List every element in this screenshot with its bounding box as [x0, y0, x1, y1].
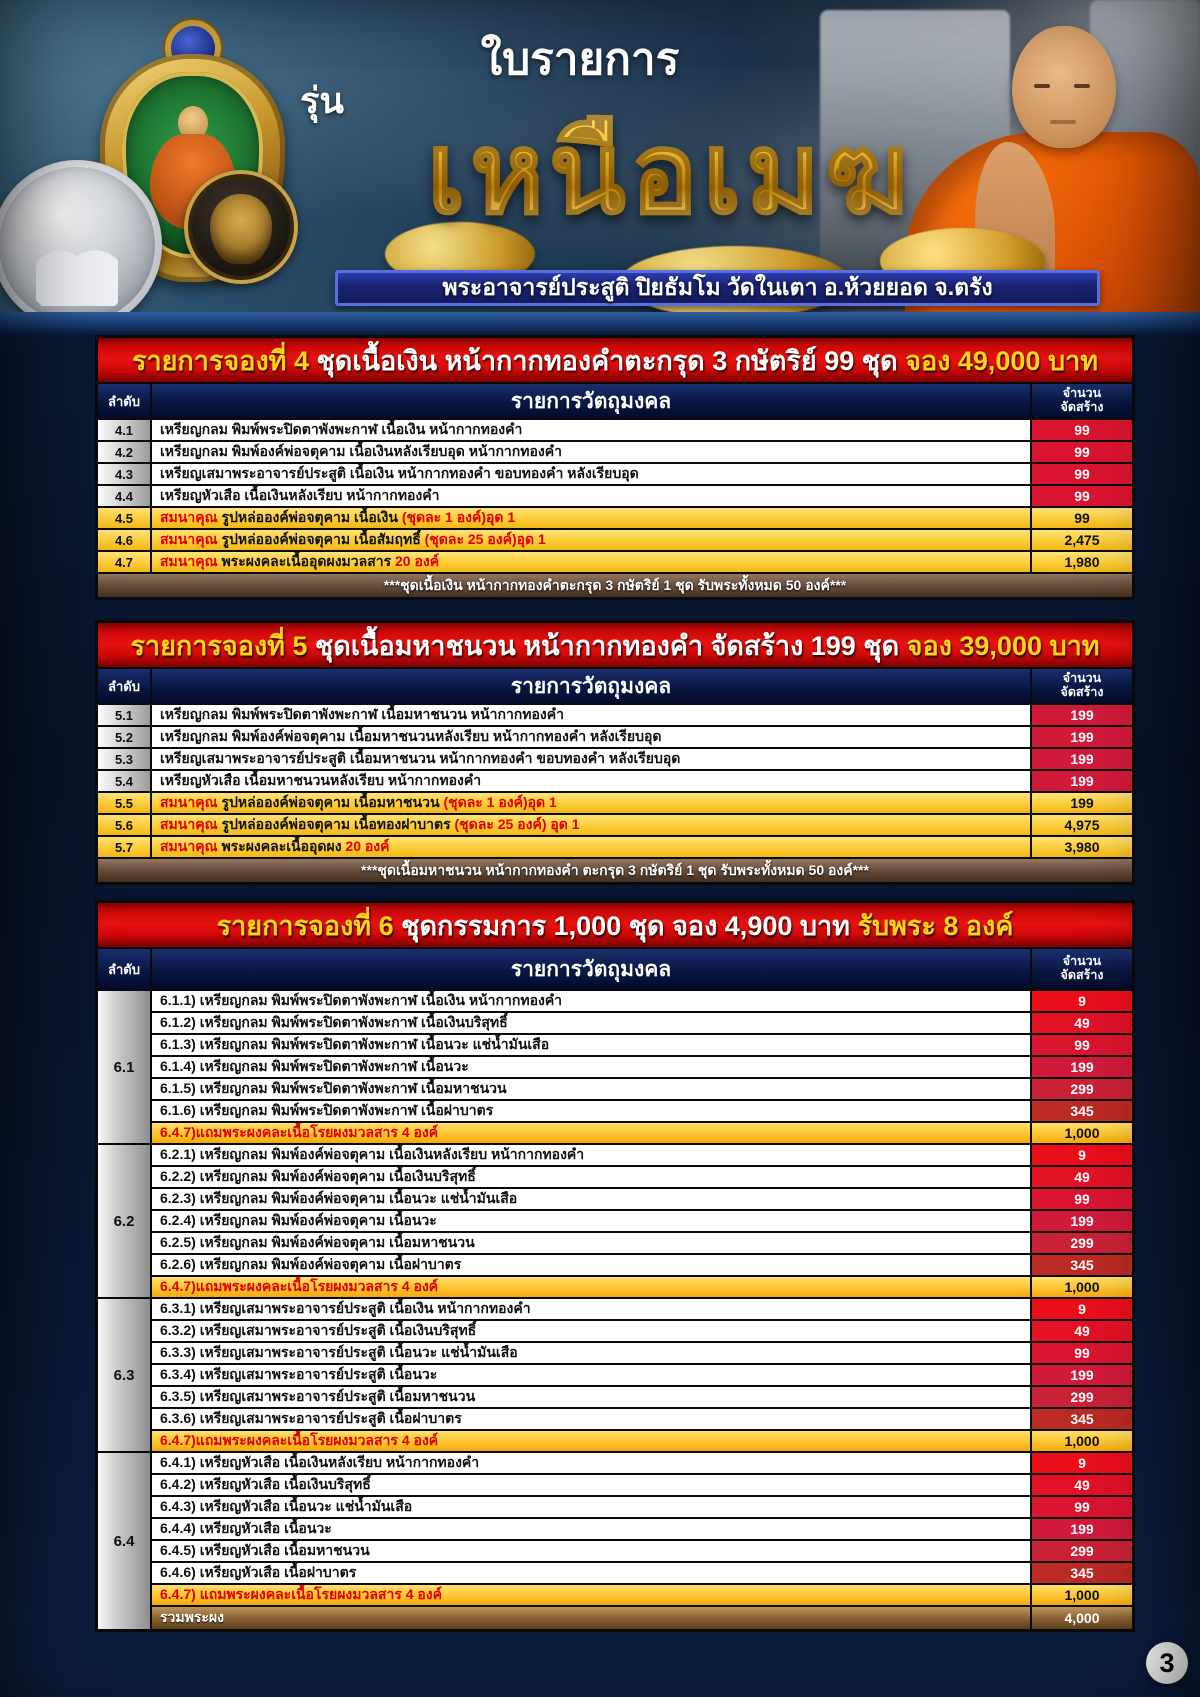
text-segment: 6.2.6) เหรียญกลม พิมพ์องค์พ่อจตุคาม เนื้อฝาบาตร [160, 1256, 462, 1272]
item-cell [152, 771, 1030, 791]
item-cell [152, 486, 1030, 506]
text-segment: สมนาคุณ [160, 509, 222, 525]
monk-name-bar [335, 270, 1100, 306]
table-row [152, 1013, 1132, 1033]
qty-cell: 199 [1032, 727, 1132, 747]
hero-bottom-band [0, 312, 1200, 335]
monk-name-text: พระอาจารย์ประสูติ ปิยธัมโม วัดในเตา อ.ห้วยยอด จ.ตรัง [442, 274, 993, 300]
table-row [98, 464, 1132, 484]
column-header-qty [1032, 669, 1132, 703]
table-row [152, 991, 1132, 1011]
summary-row [152, 1607, 1132, 1629]
item-cell [152, 815, 1030, 835]
bonus-qty-cell: 1,000 [1032, 1431, 1132, 1451]
table-row [98, 837, 1132, 857]
qty-cell: 299 [1032, 1079, 1132, 1099]
row-number-cell: 5.3 [98, 749, 150, 769]
title-segment: ชุดกรรมการ 1,000 ชุด จอง 4,900 บาท [401, 910, 858, 941]
text-segment: (ชุดละ 1 องค์)อุด 1 [443, 794, 557, 810]
qty-cell: 99 [1032, 464, 1132, 484]
table-row [152, 1255, 1132, 1275]
qty-header-line1: จำนวน [1062, 954, 1102, 969]
bonus-row [152, 1585, 1132, 1605]
qty-cell: 345 [1032, 1255, 1132, 1275]
table-row [152, 1409, 1132, 1429]
qty-cell: 345 [1032, 1563, 1132, 1583]
text-segment: รูปหล่อองค์พ่อจตุคาม เนื้อสัมฤทธิ์ [221, 531, 425, 547]
table-row [152, 1365, 1132, 1385]
table-row [98, 442, 1132, 462]
item-cell [152, 991, 1030, 1011]
table-row [98, 530, 1132, 550]
bonus-row [152, 1277, 1132, 1297]
text-segment: รูปหล่อองค์พ่อจตุคาม เนื้อมหาชนวน [221, 794, 444, 810]
title-segment: จอง 49,000 บาท [905, 345, 1099, 376]
title-segment: ชุดเนื้อมหาชนวน หน้ากากทองคำ จัดสร้าง 199 ชุด [314, 630, 907, 661]
qty-cell: 49 [1032, 1321, 1132, 1341]
text-segment: 6.1.1) เหรียญกลม พิมพ์พระปิดตาพังพะกาฬ เนื้อเงิน หน้ากากทองคำ [160, 992, 563, 1008]
text-segment: สมนาคุณ [160, 816, 222, 832]
column-header-item: รายการวัตถุมงคล [152, 384, 1030, 418]
table-title-bar [98, 903, 1132, 947]
table-row [152, 1541, 1132, 1561]
item-cell [152, 1101, 1030, 1121]
qty-cell: 99 [1032, 1035, 1132, 1055]
row-number-cell: 5.2 [98, 727, 150, 747]
qty-cell: 199 [1032, 1211, 1132, 1231]
qty-cell: 9 [1032, 1299, 1132, 1319]
item-group [98, 991, 1132, 1143]
page-number-badge: 3 [1146, 1642, 1188, 1684]
text-segment: เหรียญกลม พิมพ์พระปิดตาพังพะกาฬ เนื้อเงิน หน้ากากทองคำ [160, 421, 523, 437]
qty-cell: 299 [1032, 1387, 1132, 1407]
text-segment: 6.3.3) เหรียญเสมาพระอาจารย์ประสูติ เนื้อนวะ แช่น้ำมันเสือ [160, 1344, 518, 1360]
item-group [98, 1299, 1132, 1451]
text-segment: 6.1.2) เหรียญกลม พิมพ์พระปิดตาพังพะกาฬ เนื้อเงินบริสุทธิ์ [160, 1014, 508, 1030]
text-segment: เหรียญกลม พิมพ์พระปิดตาพังพะกาฬ เนื้อมหาชนวน หน้ากากทองคำ [160, 706, 564, 722]
qty-header-line2: จัดสร้าง [1060, 400, 1104, 414]
row-number-cell: 4.2 [98, 442, 150, 462]
table-row [98, 420, 1132, 440]
text-segment: เหรียญกลม พิมพ์องค์พ่อจตุคาม เนื้อเงินหลังเรียบอุด หน้ากากทองคำ [160, 443, 562, 459]
column-header-no: ลำดับ [98, 669, 150, 703]
bonus-item-cell: 6.4.7)แถมพระผงคละเนื้อโรยผงมวลสาร 4 องค์ [152, 1431, 1030, 1451]
text-segment: (ชุดละ 25 องค์) อุด 1 [454, 816, 580, 832]
item-group [98, 1145, 1132, 1297]
table-footer-note: ***ชุดเนื้อมหาชนวน หน้ากากทองคำ ตะกรุด 3 กษัตริย์ 1 ชุด รับพระทั้งหมด 50 องค์*** [98, 859, 1132, 882]
text-segment: เหรียญกลม พิมพ์องค์พ่อจตุคาม เนื้อมหาชนวนหลังเรียบ หน้ากากทองคำ หลังเรียบอุด [160, 728, 662, 744]
table-row [152, 1387, 1132, 1407]
table-row [152, 1233, 1132, 1253]
table-row [98, 552, 1132, 572]
tables-area [95, 335, 1135, 1652]
table-frame [95, 620, 1135, 885]
qty-cell: 199 [1032, 705, 1132, 725]
text-segment: 6.2.1) เหรียญกลม พิมพ์องค์พ่อจตุคาม เนื้อเงินหลังเรียบ หน้ากากทองคำ [160, 1146, 585, 1162]
table-row [152, 1079, 1132, 1099]
item-cell [152, 1189, 1030, 1209]
column-header-row [98, 669, 1132, 703]
qty-cell: 99 [1032, 508, 1132, 528]
item-cell [152, 1519, 1030, 1539]
summary-qty-cell: 4,000 [1032, 1607, 1132, 1629]
table-row [98, 727, 1132, 747]
summary-label-cell: รวมพระผง [152, 1607, 1030, 1629]
bonus-item-cell: 6.4.7)แถมพระผงคละเนื้อโรยผงมวลสาร 4 องค์ [152, 1123, 1030, 1143]
table-row [152, 1299, 1132, 1319]
title-segment: รายการจองที่ 4 [131, 345, 317, 376]
item-cell [152, 1167, 1030, 1187]
title-segment: จอง 39,000 บาท [906, 630, 1100, 661]
table-row [152, 1497, 1132, 1517]
text-segment: 6.4.5) เหรียญหัวเสือ เนื้อมหาชนวน [160, 1542, 370, 1558]
item-cell [152, 1497, 1030, 1517]
item-cell [152, 464, 1030, 484]
qty-cell: 199 [1032, 1057, 1132, 1077]
text-segment: 6.4.2) เหรียญหัวเสือ เนื้อเงินบริสุทธิ์ [160, 1476, 371, 1492]
text-segment: 20 องค์ [345, 838, 390, 854]
monk-eye-right [1074, 84, 1090, 88]
table-row [152, 1453, 1132, 1473]
qty-cell: 99 [1032, 1343, 1132, 1363]
qty-cell: 99 [1032, 1189, 1132, 1209]
qty-cell: 299 [1032, 1233, 1132, 1253]
text-segment: 20 องค์ [395, 553, 440, 569]
row-number-cell: 4.3 [98, 464, 150, 484]
group-label-cell: 6.3 [98, 1299, 150, 1451]
table-frame [95, 335, 1135, 600]
table-row [152, 1475, 1132, 1495]
qty-header-line1: จำนวน [1062, 386, 1102, 401]
qty-cell: 9 [1032, 1453, 1132, 1473]
column-header-row [98, 949, 1132, 989]
qty-cell: 9 [1032, 991, 1132, 1011]
table-row [98, 793, 1132, 813]
group-label-cell: 6.2 [98, 1145, 150, 1297]
row-number-cell: 4.1 [98, 420, 150, 440]
group-rows [152, 1453, 1132, 1629]
item-cell [152, 1365, 1030, 1385]
item-cell [152, 508, 1030, 528]
table-row [152, 1035, 1132, 1055]
item-cell [152, 442, 1030, 462]
table-row [152, 1519, 1132, 1539]
text-segment: เหรียญเสมาพระอาจารย์ประสูติ เนื้อเงิน หน้ากากทองคำ ขอบทองคำ หลังเรียบอุด [160, 465, 639, 481]
column-header-qty [1032, 384, 1132, 418]
table-row [98, 771, 1132, 791]
text-segment: 6.3.6) เหรียญเสมาพระอาจารย์ประสูติ เนื้อฝาบาตร [160, 1410, 462, 1426]
qty-cell: 199 [1032, 1365, 1132, 1385]
qty-cell: 2,475 [1032, 530, 1132, 550]
qty-cell: 99 [1032, 1497, 1132, 1517]
item-cell [152, 749, 1030, 769]
qty-cell: 49 [1032, 1167, 1132, 1187]
title-segment: รับพระ 8 องค์ [857, 910, 1014, 941]
qty-cell: 199 [1032, 749, 1132, 769]
row-number-cell: 4.7 [98, 552, 150, 572]
item-cell [152, 1453, 1030, 1473]
qty-cell: 199 [1032, 771, 1132, 791]
column-header-item: รายการวัตถุมงคล [152, 669, 1030, 703]
bonus-row [152, 1123, 1132, 1143]
text-segment: 6.3.1) เหรียญเสมาพระอาจารย์ประสูติ เนื้อเงิน หน้ากากทองคำ [160, 1300, 531, 1316]
bonus-qty-cell: 1,000 [1032, 1277, 1132, 1297]
item-cell [152, 1211, 1030, 1231]
doc-title: ใบรายการ [480, 35, 680, 84]
item-cell [152, 837, 1030, 857]
item-cell [152, 1255, 1030, 1275]
edition-name: เหนือเมฆ [270, 84, 1070, 262]
bonus-item-cell: 6.4.7)แถมพระผงคละเนื้อโรยผงมวลสาร 4 องค์ [152, 1277, 1030, 1297]
table-row [98, 705, 1132, 725]
bonus-row [152, 1431, 1132, 1451]
table-row [152, 1101, 1132, 1121]
text-segment: 6.2.4) เหรียญกลม พิมพ์องค์พ่อจตุคาม เนื้อนวะ [160, 1212, 437, 1228]
table-row [152, 1145, 1132, 1165]
bonus-qty-cell: 1,000 [1032, 1123, 1132, 1143]
row-number-cell: 4.4 [98, 486, 150, 506]
qty-cell: 199 [1032, 793, 1132, 813]
table-row [152, 1321, 1132, 1341]
text-segment: 6.2.2) เหรียญกลม พิมพ์องค์พ่อจตุคาม เนื้อเงินบริสุทธิ์ [160, 1168, 476, 1184]
text-segment: รูปหล่อองค์พ่อจตุคาม เนื้อเงิน [221, 509, 402, 525]
title-segment: รายการจองที่ 5 [130, 630, 315, 661]
item-cell [152, 1563, 1030, 1583]
table-row [98, 508, 1132, 528]
item-cell [152, 420, 1030, 440]
qty-cell: 299 [1032, 1541, 1132, 1561]
qty-cell: 345 [1032, 1101, 1132, 1121]
column-header-row [98, 384, 1132, 418]
qty-header-line2: จัดสร้าง [1060, 968, 1104, 982]
column-header-no: ลำดับ [98, 949, 150, 989]
group-rows [152, 1299, 1132, 1451]
qty-cell: 9 [1032, 1145, 1132, 1165]
hero-banner [0, 0, 1200, 312]
silver-coin-motif [36, 245, 118, 306]
item-group [98, 1453, 1132, 1629]
qty-cell: 99 [1032, 486, 1132, 506]
text-segment: เหรียญเสมาพระอาจารย์ประสูติ เนื้อมหาชนวน หน้ากากทองคำ ขอบทองคำ หลังเรียบอุด [160, 750, 681, 766]
text-segment: เหรียญหัวเสือ เนื้อเงินหลังเรียบ หน้ากากทองคำ [160, 487, 440, 503]
booking-table-6 [95, 900, 1135, 1632]
item-cell [152, 1321, 1030, 1341]
qty-cell: 49 [1032, 1013, 1132, 1033]
row-number-cell: 4.5 [98, 508, 150, 528]
table-title-bar [98, 623, 1132, 667]
item-cell [152, 1145, 1030, 1165]
text-segment: พระผงคละเนื้ออุดผง [221, 838, 346, 854]
qty-header-line2: จัดสร้าง [1060, 685, 1104, 699]
row-number-cell: 5.4 [98, 771, 150, 791]
group-rows [152, 991, 1132, 1143]
item-cell [152, 1541, 1030, 1561]
table-row [98, 815, 1132, 835]
qty-cell: 199 [1032, 1519, 1132, 1539]
table-row [152, 1167, 1132, 1187]
text-segment: 6.1.6) เหรียญกลม พิมพ์พระปิดตาพังพะกาฬ เนื้อฝาบาตร [160, 1102, 494, 1118]
text-segment: 6.4.3) เหรียญหัวเสือ เนื้อนวะ แช่น้ำมันเสือ [160, 1498, 413, 1514]
row-number-cell: 4.6 [98, 530, 150, 550]
text-segment: (ชุดละ 1 องค์)อุด 1 [401, 509, 516, 525]
column-header-qty [1032, 949, 1132, 989]
bonus-item-cell: 6.4.7) แถมพระผงคละเนื้อโรยผงมวลสาร 4 องค์ [152, 1585, 1030, 1605]
text-segment: รูปหล่อองค์พ่อจตุคาม เนื้อทองฝาบาตร [221, 816, 455, 832]
table-row [152, 1343, 1132, 1363]
qty-cell: 1,980 [1032, 552, 1132, 572]
table-footer-note: ***ชุดเนื้อเงิน หน้ากากทองคำตะกรุด 3 กษัตริย์ 1 ชุด รับพระทั้งหมด 50 องค์*** [98, 574, 1132, 597]
text-segment: 6.1.3) เหรียญกลม พิมพ์พระปิดตาพังพะกาฬ เนื้อนวะ แช่น้ำมันเสือ [160, 1036, 550, 1052]
row-number-cell: 5.1 [98, 705, 150, 725]
tiger-face [210, 194, 272, 264]
table-title-bar [98, 338, 1132, 382]
item-cell [152, 1013, 1030, 1033]
title-segment: รายการจองที่ 6 [216, 910, 402, 941]
bonus-qty-cell: 1,000 [1032, 1585, 1132, 1605]
row-number-cell: 5.6 [98, 815, 150, 835]
text-segment: (ชุดละ 25 องค์)อุด 1 [424, 531, 546, 547]
text-segment: สมนาคุณ [160, 553, 222, 569]
table-row [152, 1563, 1132, 1583]
table-row [152, 1211, 1132, 1231]
table-frame [95, 900, 1135, 1632]
column-header-item: รายการวัตถุมงคล [152, 949, 1030, 989]
text-segment: สมนาคุณ [160, 531, 222, 547]
text-segment: สมนาคุณ [160, 838, 222, 854]
booking-table-5 [95, 620, 1135, 885]
column-header-no: ลำดับ [98, 384, 150, 418]
text-segment: 6.4.6) เหรียญหัวเสือ เนื้อฝาบาตร [160, 1564, 357, 1580]
table-row [152, 1057, 1132, 1077]
qty-cell: 99 [1032, 442, 1132, 462]
text-segment: เหรียญหัวเสือ เนื้อมหาชนวนหลังเรียบ หน้ากากทองคำ [160, 772, 482, 788]
item-cell [152, 1475, 1030, 1495]
item-cell [152, 1079, 1030, 1099]
qty-cell: 4,975 [1032, 815, 1132, 835]
row-number-cell: 5.7 [98, 837, 150, 857]
text-segment: 6.2.3) เหรียญกลม พิมพ์องค์พ่อจตุคาม เนื้อนวะ แช่น้ำมันเสือ [160, 1190, 518, 1206]
item-cell [152, 552, 1030, 572]
text-segment: 6.4.1) เหรียญหัวเสือ เนื้อเงินหลังเรียบ หน้ากากทองคำ [160, 1454, 480, 1470]
item-cell [152, 1035, 1030, 1055]
item-cell [152, 705, 1030, 725]
group-label-cell: 6.1 [98, 991, 150, 1143]
text-segment: 6.3.4) เหรียญเสมาพระอาจารย์ประสูติ เนื้อนวะ [160, 1366, 438, 1382]
text-segment: 6.1.5) เหรียญกลม พิมพ์พระปิดตาพังพะกาฬ เนื้อมหาชนวน [160, 1080, 507, 1096]
item-cell [152, 1299, 1030, 1319]
item-cell [152, 793, 1030, 813]
title-segment: ชุดเนื้อเงิน หน้ากากทองคำตะกรุด 3 กษัตริย์ 99 ชุด [316, 345, 906, 376]
text-segment: 6.4.4) เหรียญหัวเสือ เนื้อนวะ [160, 1520, 332, 1536]
table-row [98, 749, 1132, 769]
qty-cell: 99 [1032, 420, 1132, 440]
group-rows [152, 1145, 1132, 1297]
item-cell [152, 727, 1030, 747]
row-number-cell: 5.5 [98, 793, 150, 813]
item-cell [152, 1057, 1030, 1077]
item-cell [152, 1233, 1030, 1253]
text-segment: พระผงคละเนื้ออุดผงมวลสาร [221, 553, 396, 569]
item-cell [152, 1409, 1030, 1429]
qty-cell: 49 [1032, 1475, 1132, 1495]
table-row [98, 486, 1132, 506]
text-segment: 6.1.4) เหรียญกลม พิมพ์พระปิดตาพังพะกาฬ เนื้อนวะ [160, 1058, 469, 1074]
item-cell [152, 1387, 1030, 1407]
text-segment: 6.3.5) เหรียญเสมาพระอาจารย์ประสูติ เนื้อมหาชนวน [160, 1388, 476, 1404]
qty-cell: 3,980 [1032, 837, 1132, 857]
qty-header-line1: จำนวน [1062, 671, 1102, 686]
item-cell [152, 530, 1030, 550]
text-segment: 6.3.2) เหรียญเสมาพระอาจารย์ประสูติ เนื้อเงินบริสุทธิ์ [160, 1322, 477, 1338]
item-cell [152, 1343, 1030, 1363]
text-segment: 6.2.5) เหรียญกลม พิมพ์องค์พ่อจตุคาม เนื้อมหาชนวน [160, 1234, 475, 1250]
qty-cell: 345 [1032, 1409, 1132, 1429]
table-row [152, 1189, 1132, 1209]
text-segment: สมนาคุณ [160, 794, 222, 810]
booking-table-4 [95, 335, 1135, 600]
group-label-cell: 6.4 [98, 1453, 150, 1629]
